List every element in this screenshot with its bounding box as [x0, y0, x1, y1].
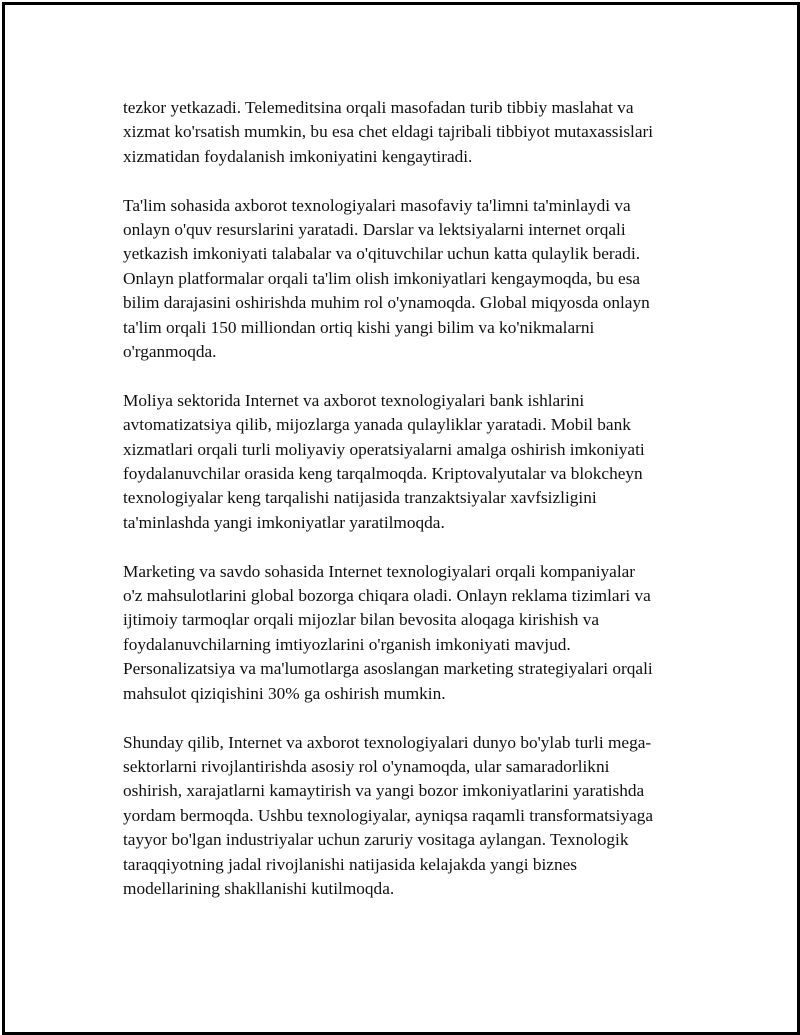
document-body — [123, 96, 693, 926]
paragraph-conclusion: Shunday qilib, Internet va axborot texnologiyalari dunyo bo'ylab turli mega- sektorlarni rivojlantirishda asosiy rol o'ynamoqda, ular samaradorlikni oshirish, xarajatlarni kamaytirish va yangi bozor imkoniyatlarini yaratishda yordam bermoqda. Ushbu texnologiyalar, ayniqsa raqamli transformatsiyaga tayyor bo'lgan industriyalar uchun zaruriy vositaga aylangan. Texnologik taraqqiyotning jadal rivojlanishi natijasida kelajakda yangi biznes modellarining shakllanishi kutilmoqda. — [123, 732, 654, 898]
paragraph-marketing: Marketing va savdo sohasida Internet texnologiyalari orqali kompaniyalar o'z mahsulotlarini global bozorga chiqara oladi. Onlayn reklama tizimlari va ijtimoiy tarmoqlar orqali mijozlar bilan bevosita aloqaga kirishish va foydalanuvchilarning imtiyozlarini o'rganish imkoniyati mavjud. Personalizatsiya va ma'lumotlarga asoslangan marketing strategiyalari orqali mahsulot qiziqishini 30% ga oshirish mumkin. — [123, 561, 653, 703]
paragraph-telemedicine: tezkor yetkazadi. Telemeditsina orqali masofadan turib tibbiy maslahat va xizmat ko'rsatish mumkin, bu esa chet eldagi tajribali tibbiyot mutaxassislari xizmatidan foydalanish imkoniyatini kengaytiradi. — [123, 98, 654, 166]
paragraph-finance: Moliya sektorida Internet va axborot texnologiyalari bank ishlarini avtomatizatsiya qilib, mijozlarga yanada qulayliklar yaratadi. Mobil bank xizmatlari orqali turli moliyaviy operatsiyalarni amalga oshirish imkoniyati foydalanuvchilar orasida keng tarqalmoqda. Kriptovalyutalar va blokcheyn texnologiyalar keng tarqalishi natijasida tranzaktsiyalar xavfsizligini ta'minlashda yangi imkoniyatlar yaratilmoqda. — [123, 390, 645, 532]
page-frame — [2, 2, 800, 1035]
paragraph-education: Ta'lim sohasida axborot texnologiyalari masofaviy ta'limni ta'minlaydi va onlayn o'quv resurslarini yaratadi. Darslar va lektsiyalarni internet orqali yetkazish imkoniyati talabalar va o'qituvchilar uchun katta qulaylik beradi. Onlayn platformalar orqali ta'lim olish imkoniyatlari kengaymoqda, bu esa bilim darajasini oshirishda muhim rol o'ynamoqda. Global miqyosda onlayn ta'lim orqali 150 milliondan ortiq kishi yangi bilim va ko'nikmalarni o'rganmoqda. — [123, 195, 650, 362]
